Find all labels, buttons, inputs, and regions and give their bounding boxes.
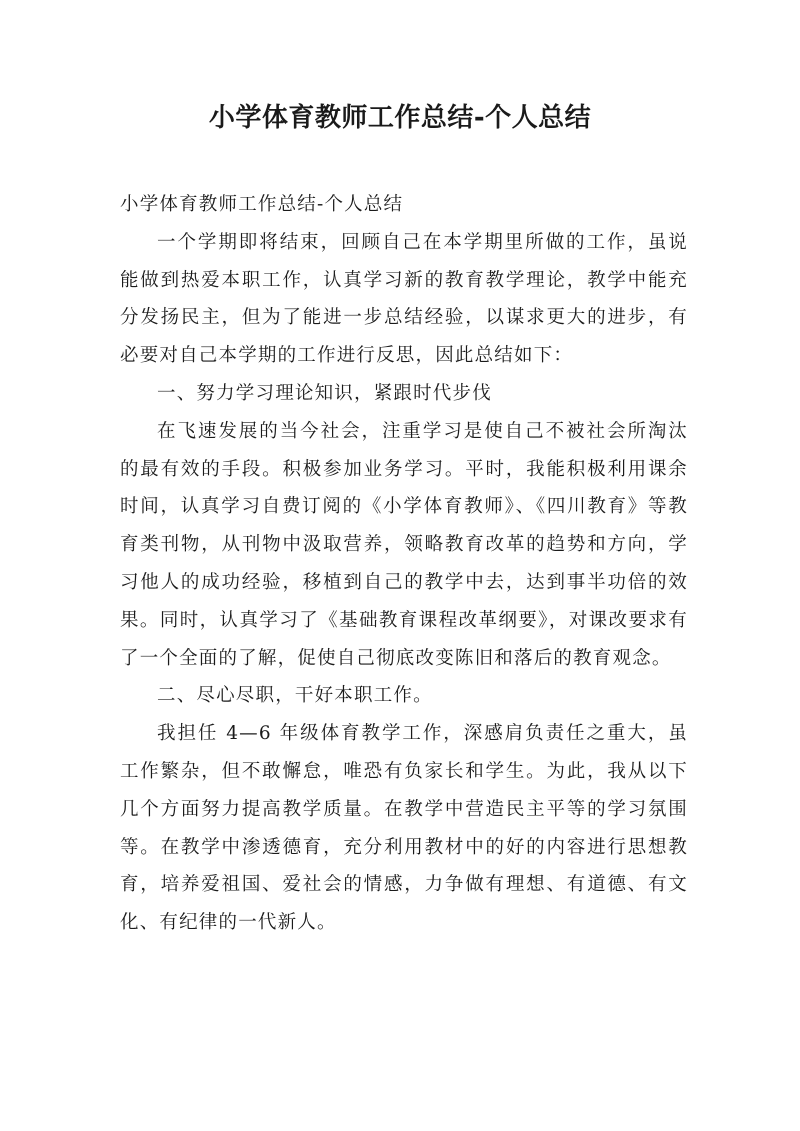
section-1-paragraph: 在飞速发展的当今社会，注重学习是使自己不被社会所淘汰的最有效的手段。积极参加业务学习。平时，我能积极利用课余时间，认真学习自费订阅的《小学体育教师》、《四川教育》等教育类刊物，从刊物中汲取营养，领略教育改革的趋势和方向，学习他人的成功经验，移植到自己的教学中去，达到事半功倍的效果。同时，认真学习了《基础教育课程改革纲要》，对课改要求有了一个全面的了解，促使自己彻底改变陈旧和落后的教育观念。 [120,420,688,669]
document-body [120,186,688,942]
section-2-paragraph: 我担任 4—6 年级体育教学工作，深感肩负责任之重大，虽工作繁杂，但不敢懈怠，唯恐有负家长和学生。为此，我从以下几个方面努力提高教学质量。在教学中营造民主平等的学习氛围等。在教学中渗透德育，充分利用教材中的好的内容进行思想教育，培养爱祖国、爱社会的情感，力争做有理想、有道德、有文化、有纪律的一代新人。 [120,723,688,934]
section-heading-1: 一、努力学习理论知识，紧跟时代步伐 [157,382,492,404]
subtitle-paragraph: 小学体育教师工作总结-个人总结 [120,194,404,215]
page-title: 小学体育教师工作总结-个人总结 [208,103,592,133]
intro-paragraph: 一个学期即将结束，回顾自己在本学期里所做的工作，虽说能做到热爱本职工作，认真学习新的教育教学理论，教学中能充分发扬民主，但为了能进一步总结经验，以谋求更大的进步，有必要对自己本学期的工作进行反思，因此总结如下： [120,231,688,367]
section-heading-2: 二、尽心尽职，干好本职工作。 [157,685,433,707]
